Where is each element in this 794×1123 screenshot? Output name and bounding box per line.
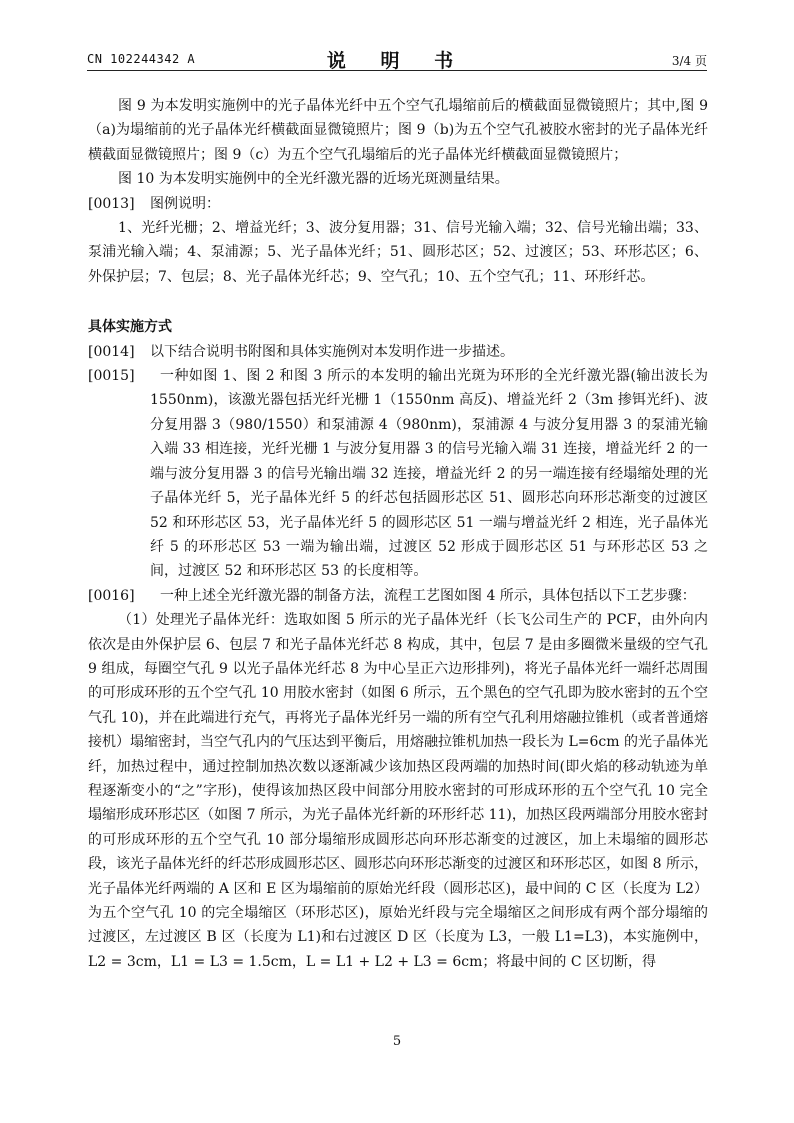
patent-number: CN 102244342 A [87, 52, 196, 66]
page-number: 5 [392, 1034, 402, 1049]
paragraph-number: [0013] [88, 195, 135, 212]
paragraph-fig10: 图 10 为本发明实施例中的全光纤激光器的近场光斑测量结果。 [118, 171, 509, 188]
page-count: 3/4 页 [671, 54, 707, 68]
step-1-paragraph: （1）处理光子晶体光纤：选取如图 5 所示的光子晶体光纤（长飞公司生产的 PCF，由外向内依次是由外保护层 6、包层 7 和光子晶体光纤芯 8 构成，其中，包层 7 是由多圈微米量级的空气孔 9 组成，每圈空气孔 9 以光子晶体光纤芯 8 为中心呈正六边形排列)，将光子晶体光纤一端纤芯周围的可形成环形的五个空气孔 10 用胶水密封（如图 6 所示，五个黑色的空气孔即为胶水密封的五个空气孔 10)，并在此端进行充气，再将光子晶体光纤另一端的所有空气孔利用熔融拉锥机（或者普通熔接机）塌缩密封，当空气孔内的气压达到平衡后，用熔融拉锥机加热一段长为 L=6cm 的光子晶体光纤，加热过程中，通过控制加热次数以逐渐减少该加热区段两端的加热时间(即火焰的移动轨迹为单程逐渐变小的“之”字形)，使得该加热区段中间部分用胶水密封的可形成环形的五个空气孔 10 完全塌缩形成环形芯区（如图 7 所示，为光子晶体光纤新的环形纤芯 11)，加热区段两端部分用胶水密封的可形成环形的五个空气孔 10 部分塌缩形成圆形芯向环形芯渐变的过渡区，加上未塌缩的圆形芯段，该光子晶体光纤的纤芯形成圆形芯区、圆形芯向环形芯渐变的过渡区和环形芯区，如图 8 所示，光子晶体光纤两端的 A 区和 E 区为塌缩前的原始光纤段（圆形芯区)，最中间的 C 区（长度为 L2）为五个空气孔 10 的完全塌缩区（环形芯区)，原始光纤段与完全塌缩区之间形成有两个部分塌缩的过渡区，左过渡区 B 区（长度为 L1)和右过渡区 D 区（长度为 L3，一般 L1=L3)，本实施例中，L2 = 3cm，L1 = L3 = 1.5cm，L = L1 + L2 + L3 = 6cm；将最中间的 C 区切断，得 [88, 612, 708, 970]
paragraph-number: [0016] [88, 587, 135, 604]
paragraph-text: 以下结合说明书附图和具体实施例对本发明作进一步描述。 [150, 343, 514, 360]
paragraph-number: [0015] [88, 368, 135, 385]
document-title: 说 明 书 [326, 50, 468, 72]
paragraph-0015 [88, 364, 708, 584]
paragraph-0016 [88, 584, 708, 608]
legend-body: 1、光纤光栅；2、增益光纤；3、波分复用器；31、信号光输入端；32、信号光输出端；33、泵浦光输入端；4、泵浦源；5、光子晶体光纤；51、圆形芯区；52、过渡区；53、环形芯区；6、外保护层；7、包层；8、光子晶体光纤芯；9、空气孔；10、五个空气孔；11、环形纤芯。 [88, 220, 708, 285]
paragraph-0014 [88, 340, 708, 364]
paragraph-fig9: 图 9 为本发明实施例中的光子晶体光纤中五个空气孔塌缩前后的横截面显微镜照片；其中,图 9（a)为塌缩前的光子晶体光纤横截面显微镜照片；图 9（b)为五个空气孔被胶水密封的光子晶体光纤横截面显微镜照片；图 9（c）为五个空气孔塌缩后的光子晶体光纤横截面显微镜照片； [88, 98, 708, 163]
paragraph-number: [0014] [88, 343, 135, 360]
paragraph-text: 一种如图 1、图 2 和图 3 所示的本发明的输出光斑为环形的全光纤激光器(输出波长为 1550nm)，该激光器包括光纤光栅 1（1550nm 高反)、增益光纤 2（3m 掺铒光纤)、波分复用器 3（980/1550）和泵浦源 4（980nm)，泵浦源 4 与波分复用器 3 的泵浦光输入端 33 相连接，光纤光栅 1 与波分复用器 3 的信号光输入端 31 连接，增益光纤 2 的一端与波分复用器 3 的信号光输出端 32 连接，增益光纤 2 的另一端连接有经塌缩处理的光子晶体光纤 5，光子晶体光纤 5 的纤芯包括圆形芯区 51、圆形芯向环形芯渐变的过渡区 52 和环形芯区 53，光子晶体光纤 5 的圆形芯区 51 一端与增益光纤 2 相连，光子晶体光纤 5 的环形芯区 53 一端为输出端，过渡区 52 形成于圆形芯区 51 与环形芯区 53 之间，过渡区 52 和环形芯区 53 的长度相等。 [150, 368, 708, 580]
paragraph-text: 一种上述全光纤激光器的制备方法，流程工艺图如图 4 所示，具体包括以下工艺步骤： [160, 587, 696, 604]
page-header [87, 46, 707, 71]
paragraph-0013 [88, 192, 708, 216]
document-body [88, 94, 708, 974]
section-title: 具体实施方式 [88, 319, 172, 336]
legend-heading: 图例说明： [150, 195, 220, 212]
